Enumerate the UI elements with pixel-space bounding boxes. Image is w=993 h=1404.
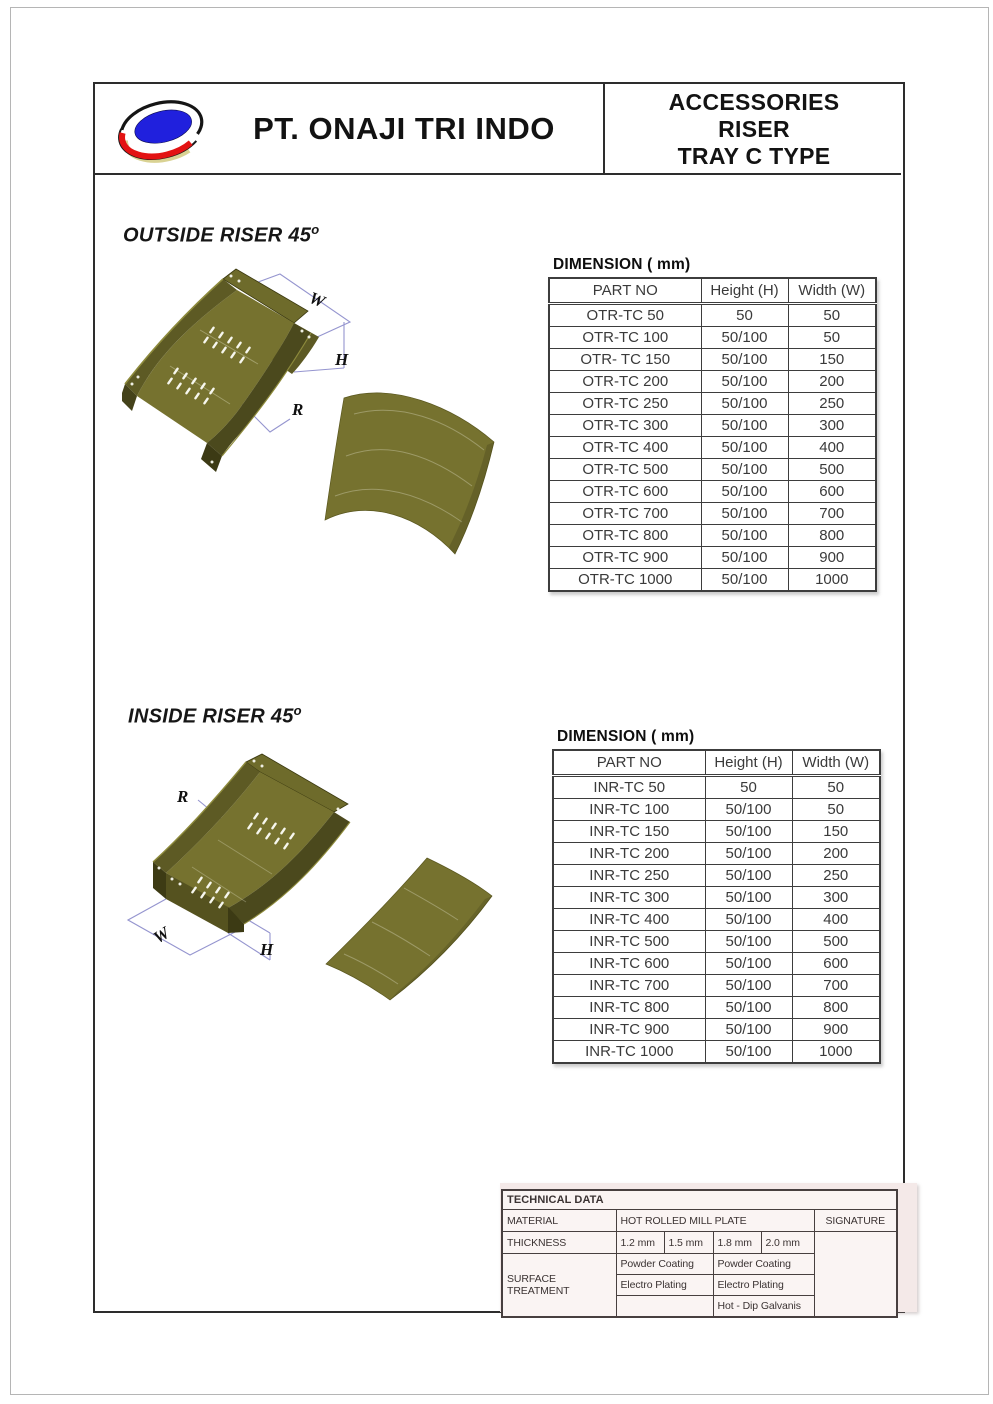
table-cell: 900 bbox=[792, 1019, 880, 1041]
table-cell: INR-TC 400 bbox=[553, 909, 705, 931]
table-cell: OTR-TC 800 bbox=[549, 525, 701, 547]
table-row bbox=[549, 437, 876, 459]
outside-dimension-block bbox=[548, 256, 877, 592]
section-title-outside-text: OUTSIDE RISER 45 bbox=[123, 224, 312, 247]
signature-label: SIGNATURE bbox=[814, 1210, 897, 1232]
table-row bbox=[549, 525, 876, 547]
table-cell: 50/100 bbox=[705, 975, 792, 997]
section-title-inside bbox=[128, 703, 302, 729]
header-bottom-rule bbox=[95, 173, 901, 175]
table-cell: 800 bbox=[792, 997, 880, 1019]
technical-data-table bbox=[501, 1189, 898, 1318]
table-row bbox=[549, 371, 876, 393]
table-row bbox=[549, 481, 876, 503]
table-cell: INR-TC 700 bbox=[553, 975, 705, 997]
table-cell: 50 bbox=[792, 799, 880, 821]
table-header-row bbox=[553, 750, 880, 776]
table-row bbox=[549, 415, 876, 437]
table-cell: 50/100 bbox=[701, 415, 788, 437]
table-cell: OTR-TC 300 bbox=[549, 415, 701, 437]
table-cell: INR-TC 500 bbox=[553, 931, 705, 953]
table-cell: 50/100 bbox=[705, 909, 792, 931]
table-cell: INR-TC 600 bbox=[553, 953, 705, 975]
col-height: Height (H) bbox=[705, 750, 792, 776]
table-cell: 50/100 bbox=[701, 393, 788, 415]
table-cell: OTR-TC 100 bbox=[549, 327, 701, 349]
table-cell: 50/100 bbox=[701, 503, 788, 525]
table-cell: OTR- TC 150 bbox=[549, 349, 701, 371]
header-divider bbox=[603, 84, 605, 173]
surface-value: Hot - Dip Galvanis bbox=[713, 1296, 814, 1318]
table-cell: 150 bbox=[792, 821, 880, 843]
table-row bbox=[549, 393, 876, 415]
surface-value: Powder Coating bbox=[713, 1254, 814, 1275]
col-part-no: PART NO bbox=[549, 278, 701, 304]
dim-label-r: R bbox=[177, 787, 189, 806]
col-width: Width (W) bbox=[788, 278, 876, 304]
table-cell: 400 bbox=[792, 909, 880, 931]
table-cell: INR-TC 800 bbox=[553, 997, 705, 1019]
thickness-value: 1.8 mm bbox=[713, 1232, 761, 1254]
dimension-caption-outside: DIMENSION ( mm) bbox=[553, 256, 691, 273]
table-cell: 200 bbox=[792, 843, 880, 865]
table-cell: 50/100 bbox=[705, 1019, 792, 1041]
table-cell: OTR-TC 900 bbox=[549, 547, 701, 569]
tech-title-row bbox=[502, 1190, 897, 1210]
table-cell: 250 bbox=[788, 393, 876, 415]
table-cell: 250 bbox=[792, 865, 880, 887]
thickness-value: 2.0 mm bbox=[761, 1232, 814, 1254]
table-cell: 800 bbox=[788, 525, 876, 547]
table-cell: 50/100 bbox=[701, 525, 788, 547]
table-cell: 50/100 bbox=[701, 481, 788, 503]
outside-riser-table bbox=[548, 277, 877, 592]
table-cell: 50/100 bbox=[701, 569, 788, 592]
surface-value: Electro Plating bbox=[616, 1275, 713, 1296]
dimension-caption-inside: DIMENSION ( mm) bbox=[557, 728, 695, 745]
signature-empty-cell bbox=[814, 1232, 897, 1318]
section-title-inside-text: INSIDE RISER 45 bbox=[128, 705, 294, 728]
degree-superscript: o bbox=[311, 222, 320, 237]
document-title bbox=[607, 89, 901, 170]
table-cell: 50/100 bbox=[701, 459, 788, 481]
table-cell: 500 bbox=[792, 931, 880, 953]
table-row bbox=[553, 776, 880, 799]
table-cell: OTR-TC 200 bbox=[549, 371, 701, 393]
thickness-row bbox=[502, 1232, 897, 1254]
degree-superscript: o bbox=[293, 703, 302, 718]
table-cell: 500 bbox=[788, 459, 876, 481]
table-row bbox=[553, 843, 880, 865]
table-cell: OTR-TC 700 bbox=[549, 503, 701, 525]
table-cell: OTR-TC 500 bbox=[549, 459, 701, 481]
table-row bbox=[553, 821, 880, 843]
company-logo-icon bbox=[112, 90, 212, 170]
table-cell: 50 bbox=[705, 776, 792, 799]
table-cell: INR-TC 900 bbox=[553, 1019, 705, 1041]
table-cell: 600 bbox=[788, 481, 876, 503]
section-title-outside bbox=[123, 222, 319, 248]
technical-data-panel bbox=[500, 1183, 917, 1312]
table-cell: 900 bbox=[788, 547, 876, 569]
table-row bbox=[549, 304, 876, 327]
table-cell: INR-TC 250 bbox=[553, 865, 705, 887]
table-cell: OTR-TC 250 bbox=[549, 393, 701, 415]
table-cell: 1000 bbox=[792, 1041, 880, 1064]
surface-value: Powder Coating bbox=[616, 1254, 713, 1275]
table-cell: INR-TC 150 bbox=[553, 821, 705, 843]
table-row bbox=[553, 865, 880, 887]
inside-riser-table bbox=[552, 749, 881, 1064]
dim-label-h: H bbox=[260, 940, 274, 959]
table-cell: INR-TC 300 bbox=[553, 887, 705, 909]
table-row bbox=[553, 997, 880, 1019]
table-cell: INR-TC 200 bbox=[553, 843, 705, 865]
table-cell: 600 bbox=[792, 953, 880, 975]
table-cell: INR-TC 1000 bbox=[553, 1041, 705, 1064]
material-row bbox=[502, 1210, 897, 1232]
dim-label-w: W bbox=[306, 288, 328, 312]
doc-title-line-2: RISER bbox=[718, 116, 790, 142]
thickness-label: THICKNESS bbox=[502, 1232, 616, 1254]
doc-title-line-3: TRAY C TYPE bbox=[677, 143, 831, 169]
table-cell: OTR-TC 600 bbox=[549, 481, 701, 503]
table-cell: 50 bbox=[701, 304, 788, 327]
table-cell: 700 bbox=[788, 503, 876, 525]
table-cell: 50/100 bbox=[705, 799, 792, 821]
table-cell: 50/100 bbox=[701, 349, 788, 371]
table-row bbox=[553, 953, 880, 975]
table-cell: OTR-TC 400 bbox=[549, 437, 701, 459]
tech-title: TECHNICAL DATA bbox=[502, 1190, 897, 1210]
surface-value: Electro Plating bbox=[713, 1275, 814, 1296]
table-row bbox=[553, 1041, 880, 1064]
table-row bbox=[553, 1019, 880, 1041]
table-cell: INR-TC 100 bbox=[553, 799, 705, 821]
table-row bbox=[549, 459, 876, 481]
table-cell: 300 bbox=[788, 415, 876, 437]
dim-label-h: H bbox=[335, 350, 349, 369]
table-cell: 50 bbox=[792, 776, 880, 799]
table-cell: 50 bbox=[788, 304, 876, 327]
table-header-row bbox=[549, 278, 876, 304]
table-cell: 50/100 bbox=[701, 437, 788, 459]
table-cell: OTR-TC 50 bbox=[549, 304, 701, 327]
cover-piece-inside bbox=[326, 858, 492, 1000]
surface-treatment-label: SURFACE TREATMENT bbox=[502, 1254, 616, 1318]
company-name: PT. ONAJI TRI INDO bbox=[253, 110, 555, 146]
table-cell: 200 bbox=[788, 371, 876, 393]
thickness-value: 1.2 mm bbox=[616, 1232, 664, 1254]
outside-riser-diagram bbox=[122, 268, 522, 588]
material-label: MATERIAL bbox=[502, 1210, 616, 1232]
col-part-no: PART NO bbox=[553, 750, 705, 776]
table-cell: 50/100 bbox=[705, 887, 792, 909]
table-row bbox=[553, 975, 880, 997]
table-row bbox=[549, 547, 876, 569]
table-row bbox=[549, 503, 876, 525]
table-cell: 50/100 bbox=[705, 843, 792, 865]
surface-empty-cell bbox=[616, 1296, 713, 1318]
table-row bbox=[553, 799, 880, 821]
table-cell: 50/100 bbox=[705, 953, 792, 975]
table-cell: INR-TC 50 bbox=[553, 776, 705, 799]
table-cell: 50/100 bbox=[701, 371, 788, 393]
dim-label-w: W bbox=[149, 923, 173, 948]
table-row bbox=[553, 931, 880, 953]
dim-label-r: R bbox=[292, 400, 304, 419]
table-cell: 50/100 bbox=[705, 1041, 792, 1064]
table-cell: 1000 bbox=[788, 569, 876, 592]
table-cell: 150 bbox=[788, 349, 876, 371]
inside-riser-diagram bbox=[122, 752, 522, 1052]
col-height: Height (H) bbox=[701, 278, 788, 304]
thickness-value: 1.5 mm bbox=[664, 1232, 713, 1254]
table-row bbox=[549, 569, 876, 592]
table-cell: 50/100 bbox=[701, 327, 788, 349]
table-row bbox=[553, 909, 880, 931]
table-cell: 50/100 bbox=[701, 547, 788, 569]
cover-piece-outside bbox=[325, 393, 494, 554]
table-cell: 50/100 bbox=[705, 821, 792, 843]
table-cell: 50/100 bbox=[705, 931, 792, 953]
table-cell: 400 bbox=[788, 437, 876, 459]
table-row bbox=[549, 327, 876, 349]
material-value: HOT ROLLED MILL PLATE bbox=[616, 1210, 814, 1232]
table-cell: OTR-TC 1000 bbox=[549, 569, 701, 592]
inside-dimension-block bbox=[552, 728, 881, 1064]
table-cell: 50/100 bbox=[705, 997, 792, 1019]
doc-title-line-1: ACCESSORIES bbox=[668, 89, 840, 115]
table-cell: 50/100 bbox=[705, 865, 792, 887]
table-cell: 300 bbox=[792, 887, 880, 909]
table-row bbox=[553, 887, 880, 909]
table-cell: 700 bbox=[792, 975, 880, 997]
col-width: Width (W) bbox=[792, 750, 880, 776]
table-cell: 50 bbox=[788, 327, 876, 349]
table-row bbox=[549, 349, 876, 371]
